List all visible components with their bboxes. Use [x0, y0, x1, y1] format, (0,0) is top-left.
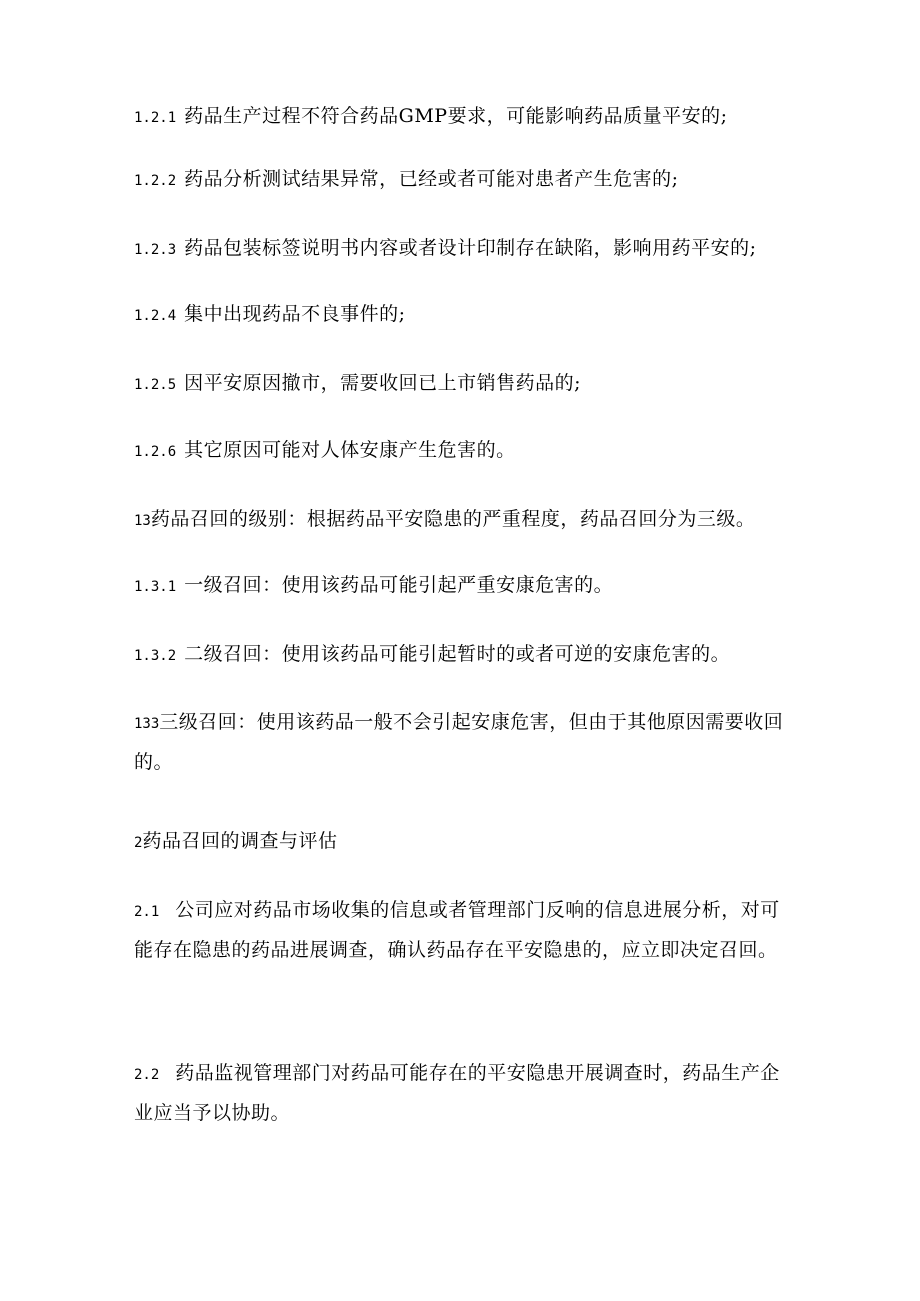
clause-number: 1.2.2 — [134, 173, 177, 189]
clause-number: 2.2 — [134, 1067, 160, 1083]
clause-number: 1.2.5 — [134, 377, 177, 393]
clause-1-2-1 — [134, 97, 794, 137]
clause-text: 三级召回：使用该药品一般不会引起安康危害，但由于其他原因需要收回的。 — [134, 711, 784, 773]
clause-text: 药品包装标签说明书内容或者设计印制存在缺陷，影响用药平安的; — [184, 237, 757, 259]
clause-number: 1.2.1 — [134, 110, 177, 126]
clause-1-2-3 — [134, 229, 794, 269]
clause-text: 药品生产过程不符合药品GMP要求，可能影响药品质量平安的; — [184, 105, 728, 127]
clause-2-2 — [134, 1054, 794, 1132]
clause-number: 133 — [134, 716, 160, 732]
clause-1-3-3 — [134, 703, 794, 781]
clause-number: 1.3.1 — [134, 579, 177, 595]
clause-number: 1.2.6 — [134, 444, 177, 460]
clause-1-3 — [134, 500, 794, 540]
clause-number: 1.2.3 — [134, 242, 177, 258]
clause-number: 1.3.2 — [134, 648, 177, 664]
clause-text: 一级召回：使用该药品可能引起严重安康危害的。 — [184, 574, 614, 596]
clause-1-3-2 — [134, 635, 794, 675]
clause-number: 1.2.4 — [134, 308, 177, 324]
clause-text: 因平安原因撤市，需要收回已上市销售药品的; — [184, 372, 582, 394]
clause-text: 药品召回的调查与评估 — [142, 830, 338, 852]
clause-text: 公司应对药品市场收集的信息或者管理部门反响的信息进展分析，对可能存在隐患的药品进展调查，确认药品存在平安隐患的，应立即决定召回。 — [134, 899, 780, 961]
clause-text: 药品监视管理部门对药品可能存在的平安隐患开展调查时，药品生产企业应当予以协助。 — [134, 1062, 780, 1124]
clause-1-2-2 — [134, 160, 794, 200]
clause-number: 2 — [134, 835, 143, 851]
clause-1-2-5 — [134, 364, 794, 404]
clause-text: 药品召回的级别：根据药品平安隐患的严重程度，药品召回分为三级。 — [150, 508, 756, 530]
clause-1-2-6 — [134, 431, 794, 471]
clause-text: 药品分析测试结果异常，已经或者可能对患者产生危害的; — [184, 168, 679, 190]
clause-number: 2.1 — [134, 904, 160, 920]
clause-2-1 — [134, 891, 794, 969]
section-2-heading — [134, 822, 794, 862]
clause-text: 二级召回：使用该药品可能引起暂时的或者可逆的安康危害的。 — [184, 643, 731, 665]
clause-text: 集中出现药品不良事件的; — [184, 303, 406, 325]
clause-number: 13 — [134, 513, 151, 529]
clause-1-3-1 — [134, 566, 794, 606]
clause-1-2-4 — [134, 295, 794, 335]
clause-text: 其它原因可能对人体安康产生危害的。 — [184, 439, 516, 461]
